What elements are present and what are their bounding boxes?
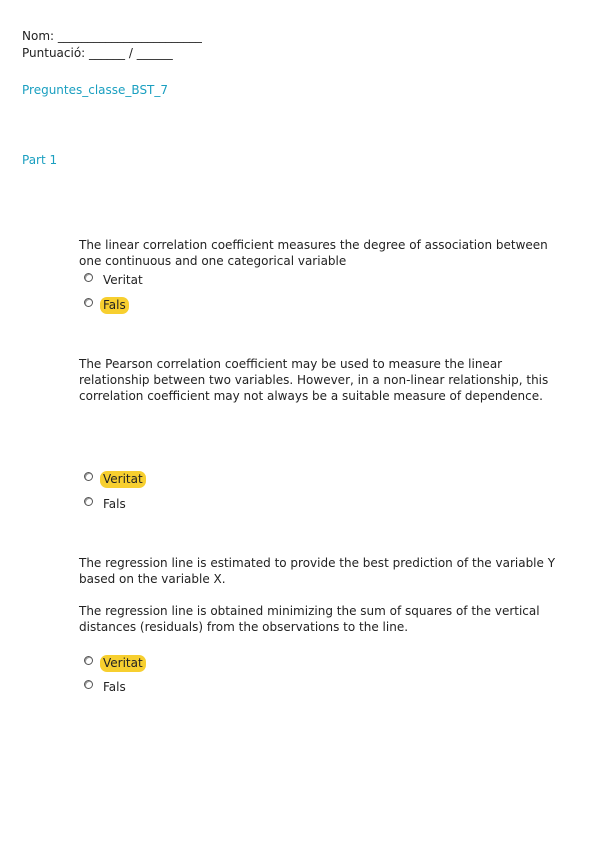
question-3-option-fals[interactable] (84, 677, 129, 697)
name-line: Nom: ________________________ (22, 29, 202, 43)
radio-button-icon[interactable] (84, 298, 93, 307)
question-1-option-fals[interactable] (84, 295, 129, 315)
radio-button-icon[interactable] (84, 472, 93, 481)
question-3-text-2: The regression line is obtained minimizing the sum of squares of the vertical distances (residuals) from the observations to the line. (79, 604, 540, 634)
radio-button-icon[interactable] (84, 680, 93, 689)
part-title: Part 1 (22, 153, 58, 167)
question-1-text: The linear correlation coefficient measures the degree of association between one continuous and one categorical variable (79, 238, 548, 268)
question-3-part-2 (79, 603, 569, 635)
radio-button-icon[interactable] (84, 497, 93, 506)
score-line: Puntuació: ______ / ______ (22, 46, 173, 60)
option-label-highlighted: Fals (100, 297, 129, 314)
question-2-option-fals[interactable] (84, 494, 129, 514)
radio-button-icon[interactable] (84, 656, 93, 665)
option-label-highlighted: Veritat (100, 471, 146, 488)
question-1 (79, 237, 569, 269)
question-3-option-veritat[interactable] (84, 653, 146, 673)
question-3 (79, 555, 569, 587)
question-2-text: The Pearson correlation coefficient may be used to measure the linear relationship between two variables. However, in a non-linear relationship, this correlation coefficient may not always be a suitable measure of dependence. (79, 357, 549, 403)
option-label: Fals (103, 496, 126, 511)
option-label: Veritat (103, 272, 143, 287)
question-2-option-veritat[interactable] (84, 469, 146, 489)
question-1-option-veritat[interactable] (84, 270, 146, 290)
question-2 (79, 356, 569, 404)
question-3-text-1: The regression line is estimated to provide the best prediction of the variable Y based on the variable X. (79, 556, 556, 586)
radio-button-icon[interactable] (84, 273, 93, 282)
quiz-title: Preguntes_classe_BST_7 (22, 83, 169, 97)
option-label: Fals (103, 679, 126, 694)
option-label-highlighted: Veritat (100, 655, 146, 672)
